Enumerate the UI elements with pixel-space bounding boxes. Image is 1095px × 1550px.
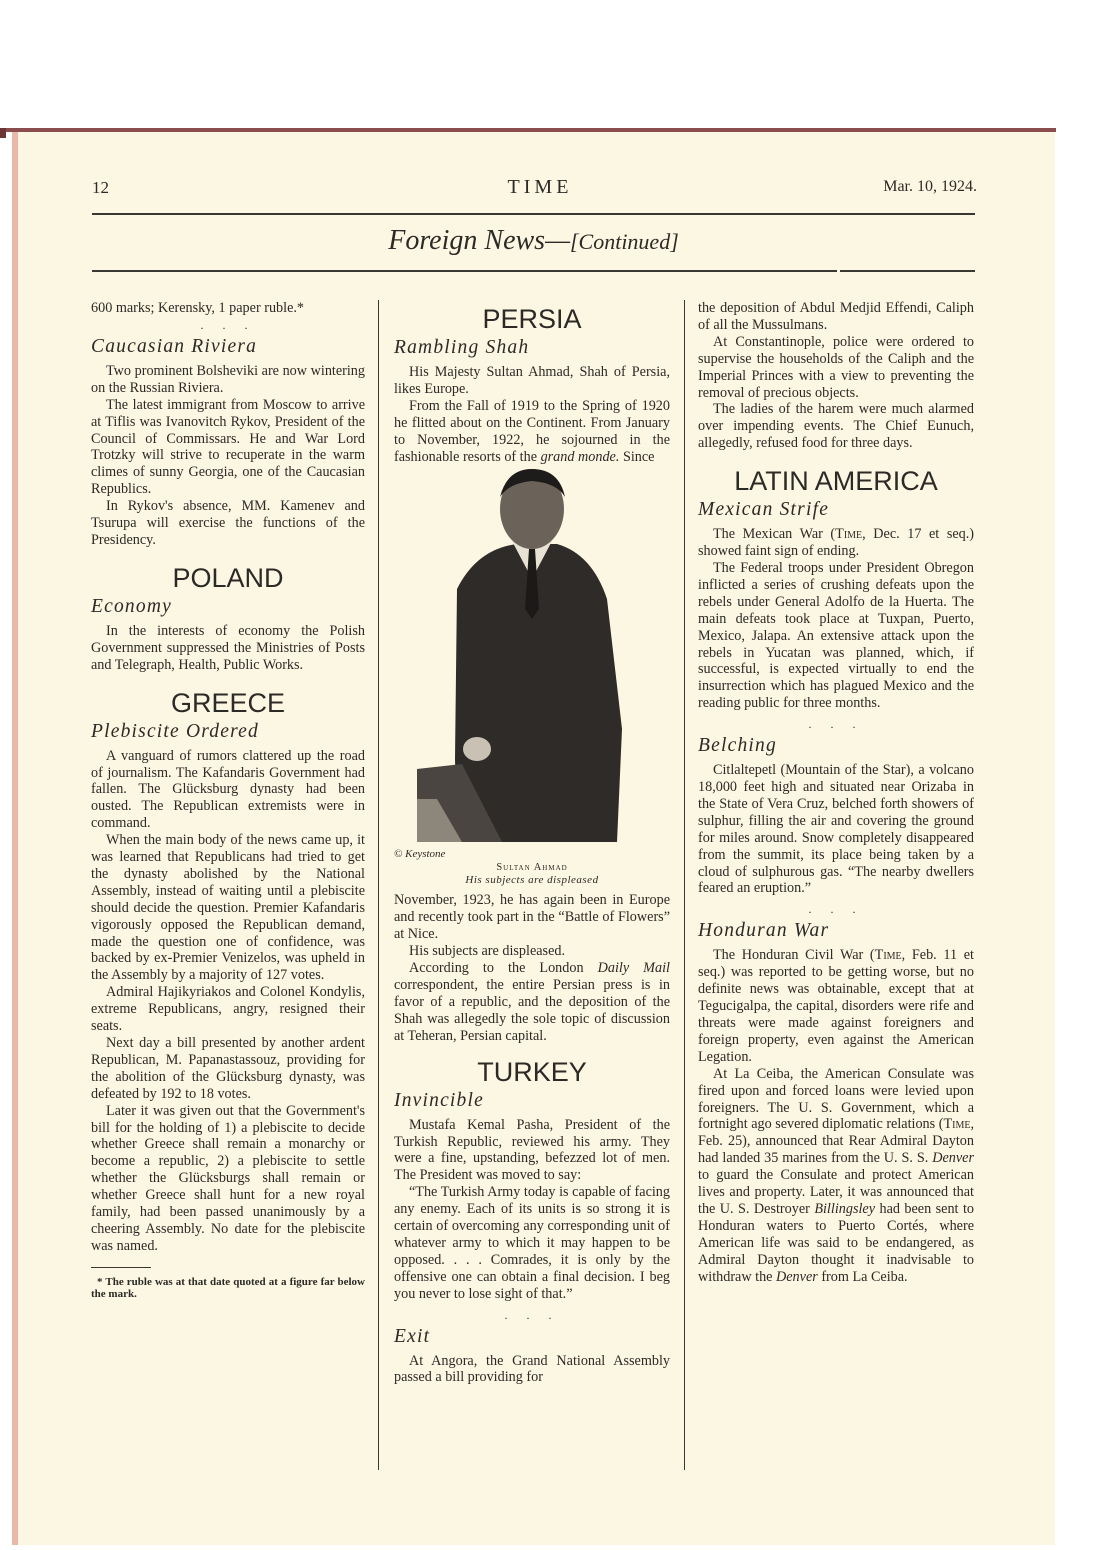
text-run: The Honduran Civil War (	[713, 947, 875, 964]
header-rule	[92, 213, 975, 215]
text-run: , Dec. 17 et seq.) showed faint sign of ending.	[698, 526, 975, 560]
text-run: , Feb. 11 et seq.) was reported to be getting worse, but no definite news was obtainable, except that at Tegucigalpa, the capital, disorders were rife and threats were made against foreigners and foreign property, even against the American Legation.	[698, 947, 975, 1065]
text-run: from La Ceiba.	[817, 1268, 908, 1285]
article-paragraph: His Majesty Sultan Ahmad, Shah of Persia, likes Europe.	[394, 364, 670, 397]
text-run: , Feb. 25), announced that Rear Admiral Dayton had landed 35 marines from the U. S. S.	[698, 1116, 974, 1167]
article-headline: Rambling Shah	[394, 337, 530, 358]
italic-text: Denver	[776, 1268, 818, 1285]
section-separator: . . .	[504, 1307, 560, 1322]
article-paragraph	[394, 398, 670, 466]
article-headline: Mexican Strife	[698, 499, 830, 521]
photo-caption: His subjects are displeased	[465, 874, 599, 887]
country-heading: TURKEY	[477, 1056, 587, 1087]
continued-text: 600 marks; Kerensky, 1 paper ruble.*	[91, 300, 305, 316]
article-paragraph: Mustafa Kemal Pasha, President of the Turkish Republic, reviewed his army. They were a fine, upstanding, befezzed lot of men. The President was moved to say:	[394, 1116, 670, 1184]
article-paragraph: The latest immigrant from Moscow to arrive at Tiflis was Ivanovitch Rykov, President of the Council of Commissars. He and War Lord Trotzky will strive to recuperate in the warm climes of sunny Georgia, one of the Caucasian Republics.	[91, 396, 365, 498]
country-heading: GREECE	[170, 687, 286, 718]
section-dash: —	[545, 225, 570, 256]
article-paragraph: the deposition of Abdul Medjid Effendi, Caliph of all the Mussulmans.	[698, 300, 974, 333]
article-paragraph: “The Turkish Army today is capable of facing any enemy. Each of its units is so strong it is certain of overcoming any corresponding unit of whatever army to which it may happen to be opposed. . . . Comrades, it is only by the offensive one can obtain a final decision. I beg you never to lose sight of that.”	[394, 1184, 670, 1302]
italic-text: grand monde.	[540, 448, 620, 465]
photo-credit: © Keystone	[394, 848, 446, 861]
article-paragraph: Next day a bill presented by another ardent Republican, M. Papanastassouz, providing for the abolition of the Glücksburg dynasty, was defeated by 192 to 18 votes.	[91, 1035, 365, 1102]
column-2	[394, 300, 670, 1386]
article-headline: Belching	[698, 735, 777, 757]
page-top-edge	[0, 128, 1056, 132]
issue-date: Mar. 10, 1924.	[883, 178, 977, 195]
section-rule-end	[840, 270, 975, 272]
article-headline: Plebiscite Ordered	[91, 720, 259, 742]
article-paragraph: The Federal troops under President Obregon inflicted a series of crushing defeats upon the rebels under General Adolfo de la Huerta. The main defeats took place at Tuxpan, Puerto, Mexico, Jalapa. An extensive attack upon the rebels in Yucatan was planned, which, if successful, is expected virtually to end the insurrection which has plagued Mexico and the reading public for three months.	[698, 559, 974, 712]
text-run: to guard the Consulate and protect American lives and property. Later, it was announced that the U. S. Destroyer	[698, 1167, 974, 1217]
page-number: 12	[92, 178, 109, 197]
section-continued: [Continued]	[569, 229, 679, 254]
small-caps-text: Time	[835, 526, 863, 543]
text-run: correspondent, the entire Persian press is in favor of a republic, and the deposition of the Shah was allegedly the sole topic of discussion at Teheran, Persian capital.	[394, 976, 670, 1044]
section-name: Foreign News	[388, 225, 546, 256]
section-separator: . . .	[808, 717, 864, 732]
article-paragraph: A vanguard of rumors clattered up the road of journalism. The Kafandaris Government had fallen. The Glücksburg dynasty had been ousted. The Republican extremists were in command.	[91, 747, 365, 832]
article-paragraph: Two prominent Bolsheviki are now wintering on the Russian Riviera.	[91, 362, 365, 396]
article-headline: Economy	[91, 595, 172, 617]
article-headline: Exit	[394, 1325, 431, 1347]
article-paragraph	[394, 960, 670, 1045]
italic-text: Billingsley	[814, 1200, 876, 1217]
section-separator: . . .	[200, 317, 256, 332]
page-corner-edge	[0, 128, 6, 138]
magazine-title: TIME	[507, 176, 573, 198]
article-headline: Honduran War	[698, 920, 830, 942]
photo-suit	[455, 544, 622, 842]
article-paragraph: November, 1923, he has again been in Europe and recently took part in the “Battle of Flowers” at Nice.	[394, 892, 670, 943]
article-paragraph	[698, 526, 974, 560]
italic-text: Denver	[932, 1150, 974, 1167]
country-heading: POLAND	[172, 562, 284, 593]
article-paragraph: In the interests of economy the Polish Government suppressed the Ministries of Posts and Telegraph, Health, Public Works.	[91, 622, 365, 673]
column-divider	[684, 300, 685, 1470]
article-headline: Invincible	[394, 1089, 484, 1111]
article-paragraph: In Rykov's absence, MM. Kamenev and Tsurupa will exercise the functions of the Presidency.	[91, 498, 365, 548]
text-run: From the Fall of 1919 to the Spring of 1920 he flitted about on the Continent. From January to November, 1922, he sojourned in the fashionable resorts of the	[394, 397, 670, 465]
text-run: The Mexican War (	[713, 526, 836, 543]
article-paragraph: At Constantinople, police were ordered to supervise the households of the Caliph and the Imperial Princes with a view to preventing the removal of precious objects.	[698, 333, 974, 401]
text-run: had been sent to Honduran waters to Puerto Cortés, where American life was said to be endangered, as Admiral Dayton thought it inadvisable to withdraw the	[698, 1200, 974, 1285]
article-paragraph: The ladies of the harem were much alarmed over impending events. The Chief Eunuch, allegedly, refused food for three days.	[698, 401, 974, 452]
section-separator: . . .	[808, 902, 864, 917]
article-paragraph: When the main body of the news came up, it was learned that Republicans had tried to get the dynasty abolished by the National Assembly, instead of waiting until a plebiscite should decide the question. Premier Kafandaris vigorously opposed the Republican demand, made the question one of confidence, was backed by ex-Premier Venizelos, was upheld in the Assembly by a majority of 127 votes.	[91, 832, 365, 984]
country-heading: LATIN AMERICA	[734, 466, 938, 497]
text-run: According to the London	[409, 960, 598, 977]
portrait-photo	[417, 469, 647, 842]
article-paragraph: Later it was given out that the Government's bill for the holding of 1) a plebiscite to decide whether Greece shall remain a monarchy or become a republic, 2) a plebiscite to settle whether the Glücksburgs shall remain or whether Greece shall hunt for a new royal family, had been passed unanimously by a cheering Assembly. No date for the plebiscite was named.	[91, 1102, 365, 1254]
photo-caption-name: Sultan Ahmad	[496, 862, 568, 874]
column-1	[91, 300, 365, 1300]
small-caps-text: Time	[943, 1116, 971, 1133]
footnote: * The ruble was at that date quoted at a figure far below the mark.	[91, 1275, 365, 1300]
column-divider	[378, 300, 379, 1470]
country-heading: PERSIA	[482, 304, 582, 334]
page-left-edge	[12, 132, 18, 1545]
article-headline: Caucasian Riviera	[91, 335, 258, 357]
section-title	[92, 225, 975, 257]
small-caps-text: Time	[874, 947, 902, 964]
article-paragraph	[698, 947, 974, 1065]
italic-text: Daily Mail	[597, 960, 670, 977]
section-rule	[92, 270, 837, 272]
article-paragraph	[698, 1066, 974, 1286]
text-run: Since	[619, 448, 655, 465]
footnote-rule	[91, 1267, 151, 1268]
article-paragraph: Admiral Hajikyriakos and Colonel Kondylis, extreme Republicans, angry, resigned their seats.	[91, 984, 365, 1035]
column-3	[698, 300, 974, 1286]
photo-hand	[463, 737, 491, 761]
article-paragraph: At Angora, the Grand National Assembly passed a bill providing for	[394, 1352, 670, 1386]
article-paragraph: His subjects are displeased.	[409, 943, 566, 960]
text-run: At La Ceiba, the American Consulate was fired upon and forced loans were levied upon foreigners. The U. S. Government, which a fortnight ago severed diplomatic relations (	[698, 1065, 974, 1133]
article-paragraph: Citlaltepetl (Mountain of the Star), a volcano 18,000 feet high and situated near Orizaba in the State of Vera Cruz, belched forth showers of sulphur, filling the air and covering the ground for miles around. Snow completely disappeared from the summit, its place being taken by a cloud of sulphurous gas. “The nearby dwellers feared an eruption.”	[698, 762, 974, 897]
